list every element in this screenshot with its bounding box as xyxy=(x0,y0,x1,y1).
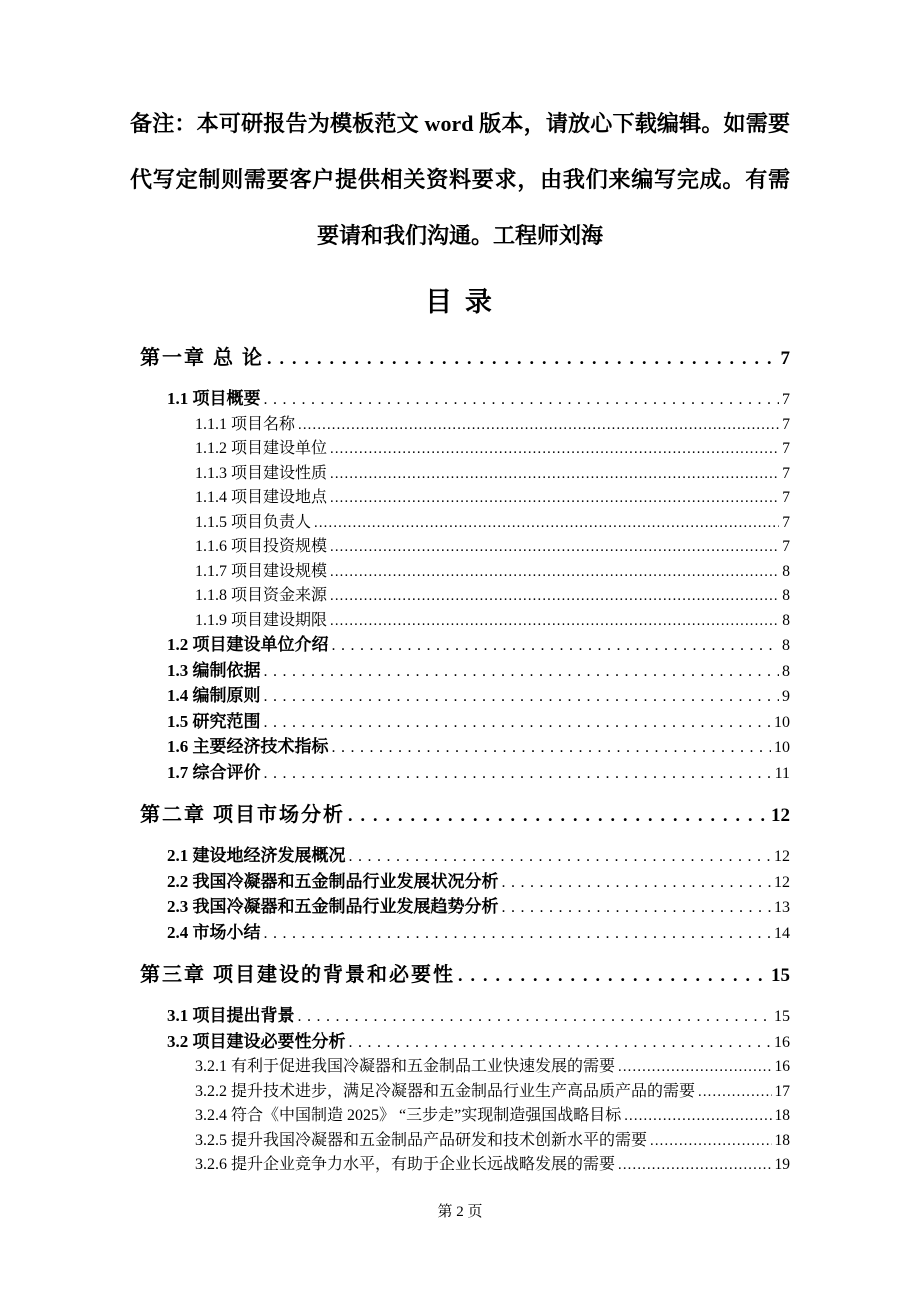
toc-entry-page: 17 xyxy=(774,1082,790,1100)
toc-dot-leader xyxy=(650,1129,771,1154)
toc-entry xyxy=(130,802,790,830)
note-line: 代写定制则需要客户提供相关资料要求，由我们来编写完成。有需 xyxy=(130,167,790,192)
toc-entry xyxy=(130,511,790,536)
note-line: 要请和我们沟通。工程师刘海 xyxy=(316,223,603,248)
toc-entry-page: 8 xyxy=(782,611,790,629)
toc-entry-label: 1.1 项目概要 xyxy=(167,389,261,408)
toc-entry-label: 1.6 主要经济技术指标 xyxy=(167,737,329,756)
toc-dot-leader xyxy=(267,345,778,373)
toc-entry xyxy=(130,921,790,947)
toc-dot-leader xyxy=(332,736,772,761)
toc-dot-leader xyxy=(330,609,779,634)
toc-entry-label: 1.1.4 项目建设地点 xyxy=(195,489,328,506)
toc-entry-label: 第三章 项目建设的背景和必要性 xyxy=(140,964,455,986)
toc-entry xyxy=(130,1104,790,1129)
note-line: 备注：本可研报告为模板范文 word 版本，请放心下载编辑。如需要 xyxy=(130,111,790,136)
toc-dot-leader xyxy=(264,660,780,685)
toc-entry-label: 1.7 综合评价 xyxy=(167,762,261,782)
toc-entry-page: 7 xyxy=(782,513,790,531)
toc-entry-page: 10 xyxy=(774,739,790,756)
toc-dot-leader xyxy=(298,413,779,438)
toc-entry-page: 12 xyxy=(774,848,790,865)
toc-entry-label: 1.1.2 项目建设单位 xyxy=(195,440,328,457)
toc-entry-label: 2.3 我国冷凝器和五金制品行业发展趋势分析 xyxy=(167,897,499,916)
toc-entry-label: 第一章 总 论 xyxy=(140,347,264,369)
toc-entry-label: 3.2.1 有利于促进我国冷凝器和五金制品工业快速发展的需要 xyxy=(195,1058,616,1075)
toc-entry-page: 13 xyxy=(774,899,790,916)
toc-entry-label: 1.2 项目建设单位介绍 xyxy=(167,635,329,654)
toc-entry-label: 第二章 项目市场分析 xyxy=(140,804,345,826)
toc-entry xyxy=(130,633,790,659)
toc-dot-leader xyxy=(348,802,768,830)
toc-entry xyxy=(130,684,790,710)
toc-entry-label: 2.1 建设地经济发展概况 xyxy=(167,846,346,865)
toc-entry-label: 1.1.7 项目建设规模 xyxy=(195,562,328,580)
toc-entry-label: 1.1.5 项目负责人 xyxy=(195,513,312,531)
toc-dot-leader xyxy=(330,560,779,585)
toc-dot-leader xyxy=(332,634,780,659)
toc-dot-leader xyxy=(330,584,779,609)
toc-entry-page: 7 xyxy=(782,489,790,506)
toc-entry xyxy=(130,1030,790,1056)
toc-dot-leader xyxy=(264,922,772,947)
toc-entry-page: 18 xyxy=(774,1131,790,1149)
toc-entry-label: 3.2.6 提升企业竞争力水平，有助于企业长远战略发展的需要 xyxy=(195,1156,616,1173)
toc-entry xyxy=(130,844,790,870)
toc-entry-page: 7 xyxy=(780,348,790,369)
toc-entry-label: 1.1.6 项目投资规模 xyxy=(195,538,328,555)
toc-entry-page: 7 xyxy=(782,440,790,457)
toc-entry xyxy=(130,735,790,761)
toc-entry xyxy=(130,535,790,560)
toc-entry xyxy=(130,761,790,787)
toc-entry xyxy=(130,870,790,896)
toc-entry-page: 8 xyxy=(782,662,790,680)
toc-entry-label: 3.2.5 提升我国冷凝器和五金制品产品研发和技术创新水平的需要 xyxy=(195,1131,648,1149)
toc-entry-page: 12 xyxy=(774,873,790,891)
toc-entry-page: 8 xyxy=(782,637,790,654)
toc-entry-label: 3.2.4 符合《中国制造 2025》 “三步走”实现制造强国战略目标 xyxy=(195,1107,622,1124)
toc-dot-leader xyxy=(618,1153,771,1178)
toc-entry xyxy=(130,437,790,462)
toc-dot-leader xyxy=(349,845,772,870)
toc-dot-leader xyxy=(502,896,772,921)
toc-entry xyxy=(130,413,790,438)
toc-dot-leader xyxy=(624,1104,771,1129)
toc-entry xyxy=(130,345,790,373)
toc-entry-label: 3.1 项目提出背景 xyxy=(167,1006,295,1025)
toc-dot-leader xyxy=(330,462,779,487)
toc-dot-leader xyxy=(698,1080,771,1105)
toc-entry xyxy=(130,895,790,921)
toc-entry-page: 16 xyxy=(774,1058,790,1075)
toc-entry-label: 1.1.1 项目名称 xyxy=(195,415,296,433)
toc-entry-page: 8 xyxy=(782,562,790,580)
toc-entry-page: 7 xyxy=(782,391,790,408)
toc-entry-label: 2.4 市场小结 xyxy=(167,922,261,942)
toc-entry xyxy=(130,560,790,585)
toc-dot-leader xyxy=(502,871,772,896)
toc-entry-label: 1.1.3 项目建设性质 xyxy=(195,464,328,482)
toc-dot-leader xyxy=(264,388,780,413)
toc-entry xyxy=(130,584,790,609)
toc-title: 目 录 xyxy=(425,287,495,317)
toc-dot-leader xyxy=(618,1055,771,1080)
toc-entry-page: 18 xyxy=(774,1107,790,1124)
toc-entry-page: 10 xyxy=(774,713,790,731)
toc-dot-leader xyxy=(314,511,779,536)
toc-dot-leader xyxy=(330,486,779,511)
toc-dot-leader xyxy=(298,1005,772,1030)
toc-entry-page: 15 xyxy=(771,965,790,986)
toc-entry-page: 12 xyxy=(771,805,790,826)
toc-entry xyxy=(130,710,790,736)
toc-entry-label: 1.3 编制依据 xyxy=(167,660,261,680)
toc-entry xyxy=(130,462,790,487)
toc-entry-page: 7 xyxy=(782,415,790,433)
toc-list xyxy=(130,345,790,1178)
toc-dot-leader xyxy=(349,1031,772,1056)
toc-entry-label: 1.1.9 项目建设期限 xyxy=(195,611,328,629)
toc-entry xyxy=(130,1129,790,1154)
toc-entry xyxy=(130,1080,790,1105)
toc-entry-label: 3.2 项目建设必要性分析 xyxy=(167,1031,346,1051)
toc-entry-page: 11 xyxy=(774,764,790,782)
toc-entry xyxy=(130,1055,790,1080)
toc-entry-page: 15 xyxy=(774,1008,790,1025)
page-number-footer: 第 2 页 xyxy=(437,1204,483,1220)
toc-entry xyxy=(130,486,790,511)
toc-entry-label: 1.1.8 项目资金来源 xyxy=(195,587,328,604)
toc-entry xyxy=(130,387,790,413)
toc-dot-leader xyxy=(264,711,772,736)
toc-dot-leader xyxy=(264,685,780,710)
toc-entry xyxy=(130,1153,790,1178)
toc-entry-page: 14 xyxy=(774,924,790,942)
toc-entry-page: 9 xyxy=(782,688,790,705)
toc-entry-page: 7 xyxy=(782,538,790,555)
toc-entry-page: 8 xyxy=(782,587,790,604)
toc-entry xyxy=(130,609,790,634)
toc-entry xyxy=(130,962,790,990)
toc-entry-page: 16 xyxy=(774,1033,790,1051)
toc-entry-label: 1.5 研究范围 xyxy=(167,711,261,731)
note-paragraph xyxy=(0,0,920,264)
toc-dot-leader xyxy=(330,437,779,462)
toc-dot-leader xyxy=(264,762,772,787)
toc-entry xyxy=(130,1004,790,1030)
toc-entry xyxy=(130,659,790,685)
toc-entry-label: 3.2.2 提升技术进步，满足冷凝器和五金制品行业生产高品质产品的需要 xyxy=(195,1082,696,1100)
toc-entry-label: 1.4 编制原则 xyxy=(167,686,261,705)
toc-entry-label: 2.2 我国冷凝器和五金制品行业发展状况分析 xyxy=(167,871,499,891)
toc-entry-page: 19 xyxy=(774,1156,790,1173)
toc-entry-page: 7 xyxy=(782,464,790,482)
toc-dot-leader xyxy=(458,962,768,990)
toc-dot-leader xyxy=(330,535,779,560)
